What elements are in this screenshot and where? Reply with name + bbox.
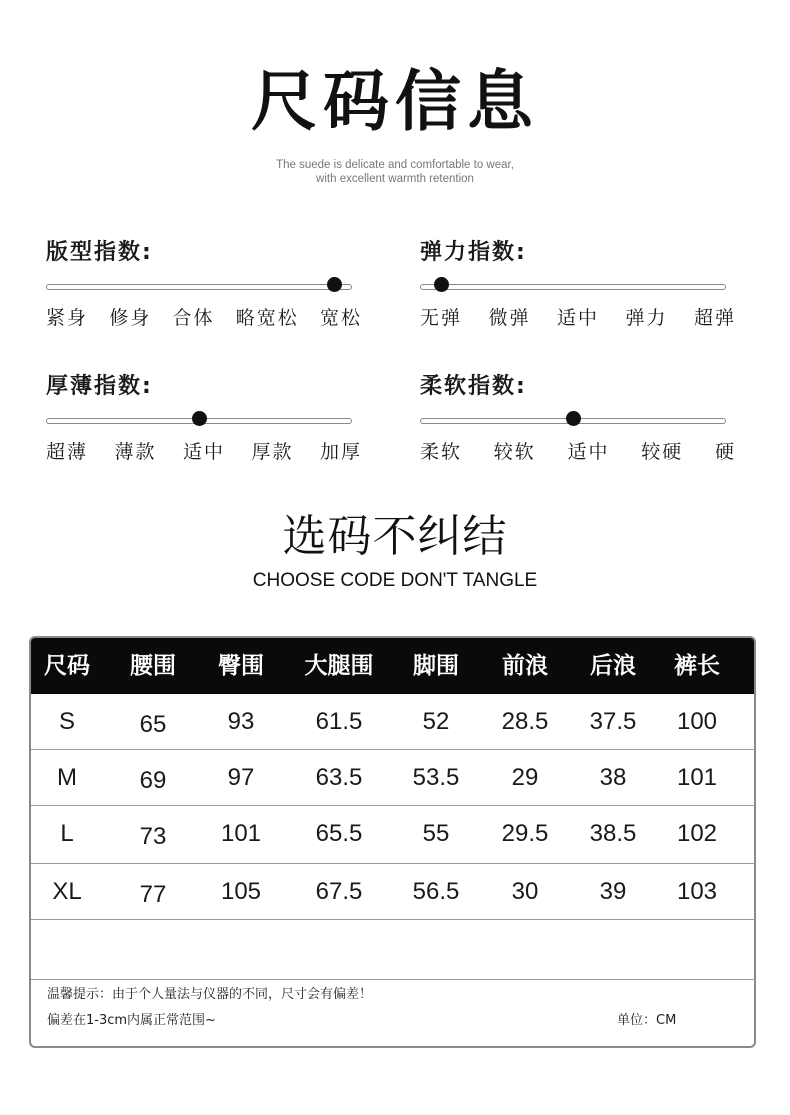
- section-title: 选码不纠结: [282, 511, 508, 562]
- level-label: 略宽松: [235, 307, 299, 329]
- level-label: 薄款: [114, 441, 157, 463]
- table-cell: XL: [52, 878, 82, 905]
- index-marker: [192, 411, 207, 426]
- header-size: 尺码: [44, 653, 90, 679]
- level-label: 加厚: [319, 441, 362, 463]
- table-row: [31, 864, 754, 920]
- table-cell: 61.5: [315, 708, 363, 735]
- header-pant-length: 裤长: [674, 653, 720, 679]
- table-cell: 30: [511, 878, 539, 905]
- table-cell: 56.5: [412, 878, 460, 905]
- index-levels: [46, 440, 362, 464]
- header-hip: 臀围: [218, 653, 264, 679]
- table-cell: 101: [676, 764, 718, 791]
- table-cell: L: [60, 820, 74, 847]
- table-cell: 52: [422, 708, 450, 735]
- table-cell: 73: [139, 823, 167, 850]
- level-label: 适中: [567, 441, 610, 463]
- index-levels: [420, 306, 736, 330]
- table-cell: 102: [676, 820, 718, 847]
- level-label: 紧身: [46, 307, 89, 329]
- unit-label: 单位：CM: [617, 1013, 677, 1028]
- level-label: 柔软: [420, 441, 463, 463]
- level-label: 修身: [109, 307, 152, 329]
- level-label: 微弹: [488, 307, 531, 329]
- table-cell: 93: [227, 708, 255, 735]
- level-label: 厚款: [251, 441, 294, 463]
- index-track: [420, 284, 726, 290]
- table-cell: 67.5: [315, 878, 363, 905]
- table-cell: 29.5: [501, 820, 549, 847]
- softness-index: [420, 374, 760, 463]
- index-levels: [46, 306, 362, 330]
- subtitle-line-2: with excellent warmth retention: [316, 173, 474, 185]
- size-table: [29, 636, 756, 1048]
- table-cell: S: [58, 708, 76, 735]
- table-cell: 38: [599, 764, 627, 791]
- index-label: 版型指数:: [46, 240, 153, 265]
- header-waist: 腰围: [130, 653, 176, 679]
- measurement-tip: 温馨提示：由于个人量法与仪器的不同，尺寸会有偏差！: [47, 987, 373, 1002]
- table-cell: 28.5: [501, 708, 549, 735]
- thickness-index: [46, 374, 386, 463]
- index-track: [46, 284, 352, 290]
- level-label: 合体: [172, 307, 215, 329]
- table-row: [31, 694, 754, 750]
- table-cell: 29: [511, 764, 539, 791]
- table-cell: 103: [676, 878, 718, 905]
- table-cell: 53.5: [412, 764, 460, 791]
- level-label: 超薄: [46, 441, 89, 463]
- table-empty-row: [31, 920, 754, 980]
- table-cell: M: [57, 764, 77, 791]
- table-row: [31, 806, 754, 864]
- page-title: 尺码信息: [251, 63, 539, 140]
- header-front-rise: 前浪: [502, 653, 548, 679]
- index-marker: [566, 411, 581, 426]
- index-label: 柔软指数:: [420, 374, 527, 399]
- level-label: 适中: [182, 441, 225, 463]
- level-label: 较软: [493, 441, 536, 463]
- level-label: 硬: [714, 441, 736, 463]
- header-leg-opening: 脚围: [413, 653, 459, 679]
- table-cell: 101: [220, 820, 262, 847]
- section-subtitle: CHOOSE CODE DON'T TANGLE: [252, 570, 538, 591]
- subtitle-line-1: The suede is delicate and comfortable to wear,: [276, 159, 514, 171]
- index-label: 厚薄指数:: [46, 374, 153, 399]
- table-cell: 105: [220, 878, 262, 905]
- level-label: 无弹: [420, 307, 463, 329]
- deviation-note: 偏差在1-3cm内属正常范围~: [47, 1013, 216, 1028]
- index-marker: [327, 277, 342, 292]
- table-cell: 65: [139, 711, 167, 738]
- table-cell: 100: [676, 708, 718, 735]
- elasticity-index: [420, 240, 760, 329]
- header-thigh: 大腿围: [304, 653, 374, 679]
- table-cell: 37.5: [589, 708, 637, 735]
- level-label: 宽松: [319, 307, 362, 329]
- level-label: 较硬: [641, 441, 684, 463]
- table-cell: 38.5: [589, 820, 637, 847]
- index-levels: [420, 440, 736, 464]
- table-header: [31, 638, 754, 694]
- level-label: 适中: [556, 307, 599, 329]
- level-label: 弹力: [625, 307, 668, 329]
- fit-index: [46, 240, 386, 329]
- table-cell: 63.5: [315, 764, 363, 791]
- table-cell: 69: [139, 767, 167, 794]
- header-back-rise: 后浪: [590, 653, 636, 679]
- table-cell: 65.5: [315, 820, 363, 847]
- table-cell: 77: [139, 881, 167, 908]
- table-row: [31, 750, 754, 806]
- table-cell: 97: [227, 764, 255, 791]
- index-label: 弹力指数:: [420, 240, 527, 265]
- table-cell: 39: [599, 878, 627, 905]
- table-cell: 55: [422, 820, 450, 847]
- page-subtitle: [0, 158, 790, 186]
- level-label: 超弹: [693, 307, 736, 329]
